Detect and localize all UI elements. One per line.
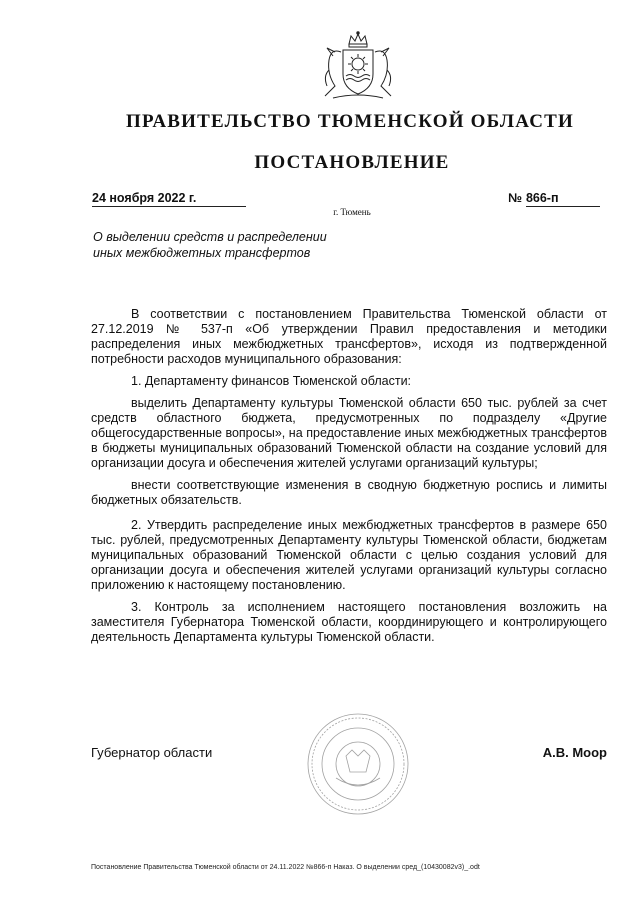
subject-line: О выделении средств и распределении: [93, 230, 327, 244]
signer-name: А.В. Моор: [542, 745, 607, 760]
document-date: 24 ноября 2022 г.: [92, 191, 246, 207]
signer-position: Губернатор области: [91, 745, 213, 760]
number-sign: №: [508, 191, 522, 205]
tyumen-coat-of-arms-icon: [315, 30, 401, 102]
document-body: [91, 307, 607, 652]
body-paragraph: 2. Утвердить распределение иных межбюджетных трансфертов в размере 650 тыс. рублей, предусмотренных Департаменту культуры Тюменской области, бюджетам муниципальных образований Тюменской области с целью создания условий для организации досуга и обеспечения жителей услугами организаций культуры согласно приложению к настоящему постановлению.: [91, 518, 607, 592]
body-paragraph: внести соответствующие изменения в сводную бюджетную роспись и лимиты бюджетных обязательств.: [91, 478, 607, 507]
number-value: 866-п: [526, 191, 600, 207]
body-paragraph: 1. Департаменту финансов Тюменской области:: [131, 374, 412, 388]
document-footer: Постановление Правительства Тюменской области от 24.11.2022 №866-п Наказ. О выделении сред_(10430082v3)_.odt: [91, 864, 480, 871]
body-paragraph: выделить Департаменту культуры Тюменской области 650 тыс. рублей за счет средств областного бюджета, предусмотренных по подразделу «Другие общегосударственные вопросы», на предоставление иных межбюджетных трансфертов в бюджеты муниципальных образований Тюменской области на создание условий для организации досуга и обеспечения жителей услугами организаций культуры;: [91, 396, 607, 470]
body-paragraph: В соответствии с постановлением Правительства Тюменской области от 27.12.2019 № 537-п «Об утверждении Правил предоставления и методики распределения иных межбюджетных трансфертов», исходя из подтвержденной потребности расходов муниципального образования:: [91, 307, 607, 366]
city-label: г. Тюмень: [333, 207, 371, 217]
document-number: [508, 191, 600, 207]
subject-line: иных межбюджетных трансфертов: [93, 246, 311, 260]
document-subject: [93, 229, 393, 261]
body-paragraph: 3. Контроль за исполнением настоящего постановления возложить на заместителя Губернатора Тюменской области, координирующего и контролирующего деятельность Департамента культуры Тюменской области.: [91, 600, 607, 644]
official-seal-icon: [306, 712, 410, 816]
document-type-heading: ПОСТАНОВЛЕНИЕ: [254, 152, 450, 173]
organization-title: ПРАВИТЕЛЬСТВО ТЮМЕНСКОЙ ОБЛАСТИ: [125, 111, 575, 132]
